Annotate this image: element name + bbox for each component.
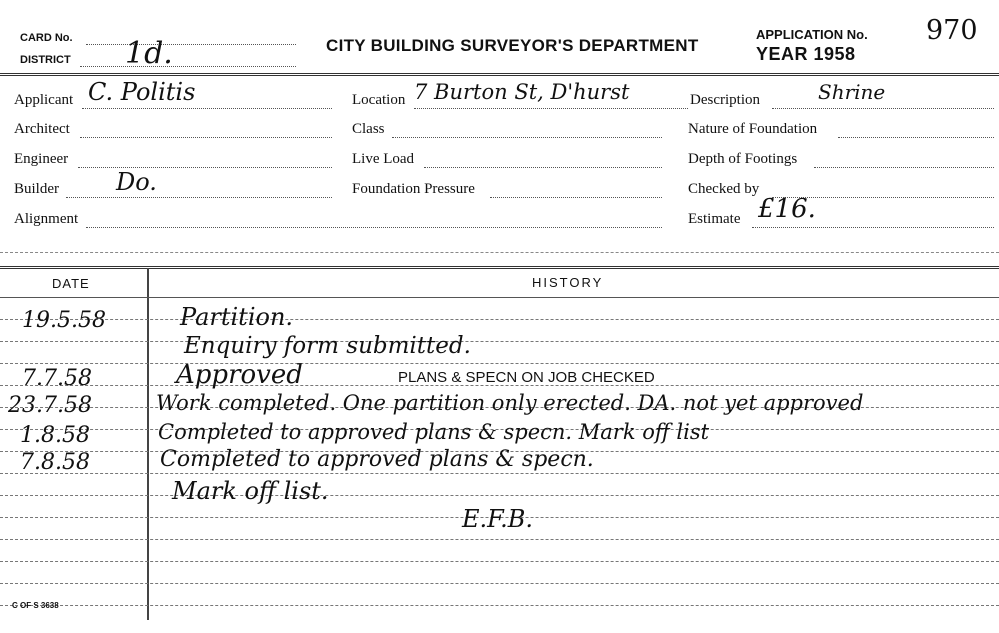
checked-by-label: Checked by	[688, 181, 760, 197]
estimate-label: Estimate	[688, 211, 741, 227]
live-load-label: Live Load	[352, 151, 415, 167]
entry-date: 1.8.58	[20, 423, 90, 448]
form-number: C OF S 3638	[12, 601, 59, 610]
entry-text: Enquiry form submitted.	[184, 333, 471, 359]
nature-of-foundation-label: Nature of Foundation	[688, 121, 818, 137]
entry-text: Approved	[176, 360, 303, 390]
year: YEAR 1958	[756, 44, 856, 64]
entry-text: Work completed. One partition only erected. DA. not yet approved	[156, 391, 864, 415]
builder-label: Builder	[14, 181, 59, 197]
estimate-value: £16.	[758, 194, 816, 224]
entry-text: Partition.	[180, 303, 294, 331]
entry-date: 7.7.58	[22, 366, 92, 391]
entry-text: Completed to approved plans & specn. Mark off list	[158, 420, 710, 444]
depth-of-footings-label: Depth of Footings	[688, 151, 798, 167]
history-header: HISTORY	[532, 275, 604, 290]
application-no: 970	[926, 15, 978, 46]
entry-date: 23.7.58	[8, 393, 92, 418]
entry-text: Mark off list.	[172, 477, 329, 505]
alignment-label: Alignment	[14, 211, 79, 227]
applicant-label: Applicant	[14, 92, 74, 108]
date-header: DATE	[52, 276, 90, 291]
foundation-pressure-label: Foundation Pressure	[352, 181, 475, 197]
stamp: PLANS & SPECN ON JOB CHECKED	[398, 369, 655, 386]
entry-text: Completed to approved plans & specn.	[160, 447, 594, 472]
card-no-label: CARD No.	[20, 32, 73, 44]
architect-label: Architect	[14, 121, 70, 137]
applicant-value: C. Politis	[88, 78, 196, 106]
district-label: DISTRICT	[20, 54, 71, 66]
header-rule	[0, 73, 999, 76]
location-value: 7 Burton St, D'hurst	[414, 80, 630, 104]
description-value: Shrine	[818, 80, 886, 104]
entry-date: 7.8.58	[20, 450, 90, 475]
application-no-label: APPLICATION No.	[756, 27, 868, 42]
date-column-divider	[147, 268, 149, 620]
description-label: Description	[690, 92, 760, 108]
builder-value: Do.	[116, 168, 157, 196]
engineer-label: Engineer	[14, 151, 69, 167]
signature: E.F.B.	[462, 505, 533, 533]
history-top-rule	[0, 266, 999, 269]
header-underline	[0, 297, 999, 298]
district-value: 1d.	[125, 36, 173, 71]
location-label: Location	[352, 92, 406, 108]
department-title: CITY BUILDING SURVEYOR'S DEPARTMENT	[326, 36, 699, 55]
entry-date: 19.5.58	[22, 308, 106, 333]
class-label: Class	[352, 121, 385, 137]
